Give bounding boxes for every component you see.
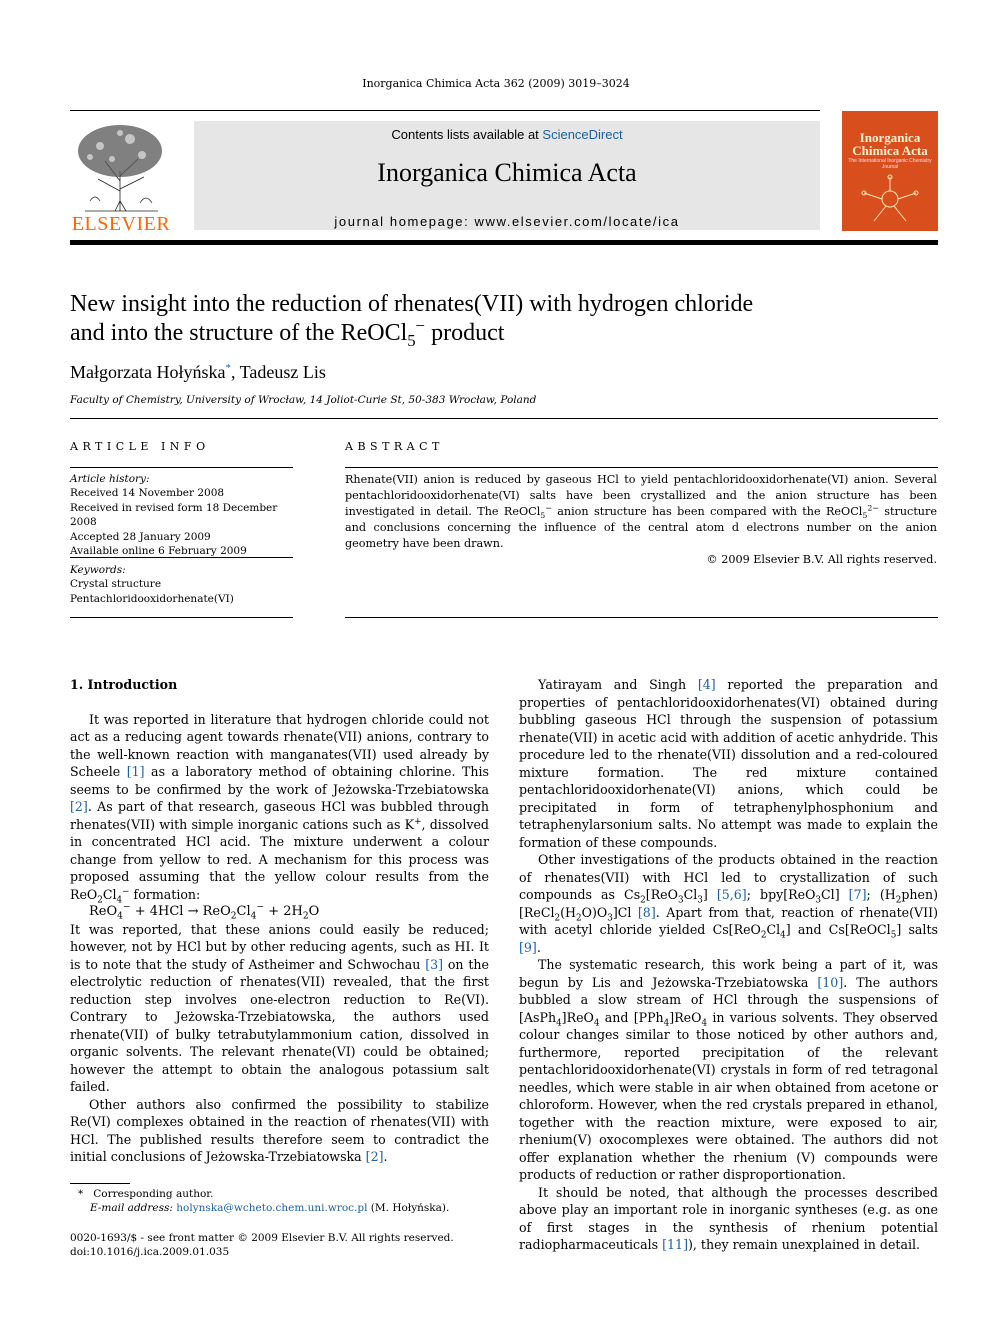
footnote-rule [70,1183,130,1184]
reference-link[interactable]: [8] [637,904,656,920]
reference-link[interactable]: [1] [126,764,145,779]
paragraph: It should be noted, that although the processes described above play an important role in inorganic syntheses (e.g. as one of first stages in the synthesis of rhenium potential radiopharmaceuticals [11]), they remain unexplained in detail. [519,1184,938,1252]
info-rule [70,617,293,618]
info-rule [70,557,293,558]
reference-link[interactable]: [5,6] [716,887,747,902]
paragraph: It was reported, that these anions could easily be reduced; however, not by HCl but by other reducing agents, such as HI. It is to note that the study of Astheimer and Schwochau [3] on the electrolytic reduction of rhenates(VII) revealed, that the first reduction step involves one-electron reduction to Re(VI). Contrary to Jeżowska-Trzebiatowska, the authors used rhenate(VII) of bulky tetrabutylammonium cation, dissolved in organic solvents. The relevant rhenate(VI) could be obtained; however the attempt to obtain the analogous potassium salt failed. [70,921,489,1094]
author-name[interactable]: Małgorzata Hołyńska [70,362,226,382]
journal-citation: Inorganica Chimica Acta 362 (2009) 3019–3024 [362,77,630,90]
contents-line: Contents lists available at ScienceDirect [391,127,623,142]
keywords: Keywords: Crystal structure Pentachloridooxidorhenate(VI) [70,564,234,605]
article-history: Article history: Received 14 November 2008 Received in revised form 18 December 2008 Accepted 28 January 2009 Available online 6 February 2009 [70,473,278,558]
body-left-column [70,676,489,1166]
affiliation: Faculty of Chemistry, University of Wrocław, 14 Joliot-Curie St, 50-383 Wrocław, Poland [70,394,537,406]
sciencedirect-link[interactable]: ScienceDirect [542,127,623,142]
copyright: © 2009 Elsevier B.V. All rights reserved. [706,553,937,566]
reference-link[interactable]: [2] [70,799,88,814]
author-name[interactable]: Tadeusz Lis [239,362,326,382]
abstract-text: Rhenate(VII) anion is reduced by gaseous HCl to yield pentachloridooxidorhenate(VI) anion. Several pentachloridooxidorhenate(VI) salts have been crystallized and the anion structure has been investigated in detail. The ReOCl$_5$− anion structure has been compared with the ReOCl$_5^{2-}$ structure and conclusions concerning the influence of the central atom d electrons number on the anion geometry have been drawn. © 2009 Elsevier B.V. All rights reserved. [345,473,937,566]
reference-link[interactable]: [10] [817,974,844,990]
header-thick-rule [70,240,938,245]
elsevier-wordmark: ELSEVIER [71,213,171,235]
abstract-rule [345,617,938,618]
reference-link[interactable]: [7] [848,887,867,902]
reference-link[interactable]: [2] [365,1149,384,1164]
tree-icon [70,121,172,213]
paragraph: Other investigations of the products obtained in the reaction of rhenates(VII) with HCl led to crystallization of such compounds as $Cs_2[ReO_3Cl_3]$ [5,6]; bpy[ReO$_3$Cl] [7]; $(H_2phen)[ReCl_2(H_2O)O_3]Cl$ [8]. Apart from that, reaction of rhenate(VII) with acetyl chloride yielded $Cs[ReO_2Cl_4]$ and Cs[ReOCl$_5$] salts [9]. [519,852,938,955]
journal-homepage[interactable]: journal homepage: www.elsevier.com/locate/ica [334,214,680,229]
reference-link[interactable]: [3] [425,956,444,972]
reference-link[interactable]: [9] [519,939,537,955]
journal-title: Inorganica Chimica Acta [377,158,637,187]
email-link[interactable]: holynska@wcheto.chem.uni.wroc.pl [176,1202,368,1214]
abstract-rule [345,467,938,468]
reference-link[interactable]: [11] [662,1237,688,1252]
body-right-column [519,676,938,1254]
cover-art-icon [856,173,924,225]
info-rule [70,467,293,468]
cover-title: Inorganica Chimica Acta [852,130,928,158]
paragraph: The systematic research, this work being a part of it, was begun by Lis and Jeżowska-Trzebiatowska [10]. The authors bubbled a slow stream of HCl through the suspensions of [AsPh$_4$]ReO$_4$ and [PPh$_4$]ReO$_4$ in various solvents. They observed colour changes similar to those noticed by other authors and, furthermore, reported precipitation of the relevant pentachloridooxidorhenate(VI) crystals in form of red tetragonal needles, which were stable in air when obtained from acetone or chloroform. However, when the red crystals prepared in ethanol, together with the reaction mixture, were exposed to air, rhenium(V) oxocomplexes were obtained. The authors did not offer explanation whether the rhenium (V) compounds were products of reduction or rather disproportionation. [519,957,938,1182]
section-heading: 1. Introduction [70,677,178,692]
article-info-heading: ARTICLE INFO [70,440,210,453]
reference-link[interactable]: [4] [697,677,716,692]
equation: $ReO_4^- + 4HCl \to ReO_2Cl_4^- + 2H_2O$ [89,902,320,922]
cover-subtitle: The International Inorganic Chemistry Journal [848,158,932,170]
corresponding-mark[interactable]: * [225,362,231,374]
paragraph: Yatirayam and Singh [4] reported the preparation and properties of pentachloridooxidorhenates(VI) obtained during bubbling gaseous HCl through the suspension of potassium rhenate(VII) in acetic acid with addition of acetic anhydride. This procedure led to the rhenate(VII) dissolution and a red-coloured mixture formation. The red mixture contained pentachloridooxidorhenate(VI) anions, which could be precipitated in form of tetraphenylphosphonium and tetraphenylarsonium salts. No attempt was made to explain the formation of these compounds. [519,677,939,850]
paragraph: Other authors also confirmed the possibility to stabilize Re(VI) complexes obtained in the reaction of rhenates(VII) with HCl. The published results therefore seem to contradict the initial conclusions of Jeżowska-Trzebiatowska [2]. [70,1096,489,1164]
article-title: New insight into the reduction of rhenates(VII) with hydrogen chloride and into the structure of the ReOCl$_5$− product [70,291,754,350]
header-rule [70,110,820,111]
journal-cover [842,111,938,231]
journal-banner [194,121,820,230]
footnote: * Corresponding author. E-mail address: holynska@wcheto.chem.uni.wroc.pl (M. Hołyńska). [78,1188,450,1214]
abstract-heading: ABSTRACT [345,440,444,453]
issn-doi: 0020-1693/$ - see front matter © 2009 Elsevier B.V. All rights reserved. doi:10.1016/j.ica.2009.01.035 [70,1231,490,1259]
doi-link[interactable]: doi:10.1016/j.ica.2009.01.035 [70,1246,230,1258]
paragraph: It was reported in literature that hydrogen chloride could not act as a reducing agent towards rhenate(VII) anions, contrary to the well-known reaction with manganates(VII) used already by Scheele [1] as a laboratory method of obtaining chlorine. This seems to be confirmed by the work of Jeżowska-Trzebiatowska [2]. As part of that research, gaseous HCl was bubbled through rhenates(VII) with simple inorganic cations such as K+, dissolved in concentrated HCl acid. The mixture underwent a colour change from yellow to red. A mechanism for this process was proposed assuming that the yellow colour results from the $ReO_2Cl_4^-$ formation: [70,711,490,906]
title-rule [70,418,938,419]
author-list: Małgorzata Hołyńska*, Tadeusz Lis [70,362,326,382]
